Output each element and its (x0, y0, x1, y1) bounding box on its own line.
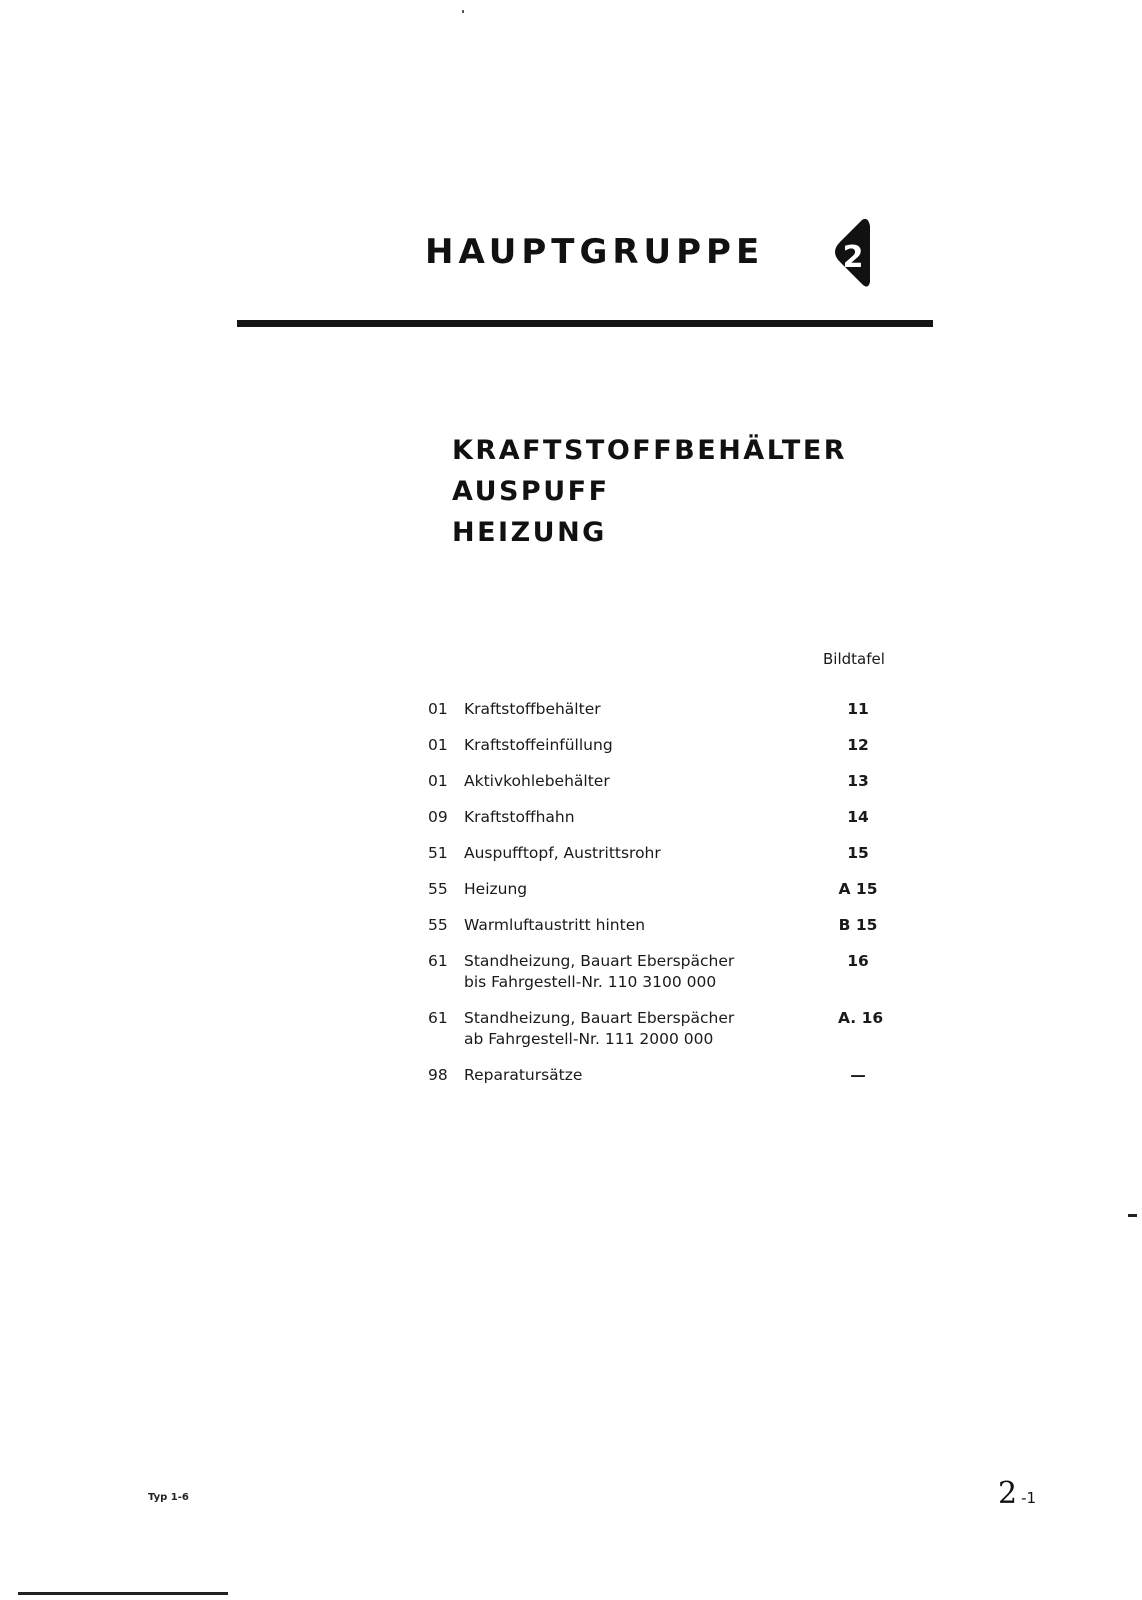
row-description-line: ab Fahrgestell-Nr. 111 2000 000 (464, 1030, 714, 1048)
row-description (464, 771, 804, 792)
group-badge-icon (826, 218, 882, 290)
row-plate: 11 (847, 700, 869, 718)
row-plate: — (850, 1066, 866, 1084)
index-row (428, 951, 888, 993)
row-code: 61 (428, 952, 448, 970)
scan-speck (462, 10, 464, 13)
row-description (464, 879, 804, 900)
index-row (428, 735, 888, 756)
page-number-main: 2 (998, 1476, 1018, 1511)
row-plate: 16 (847, 952, 869, 970)
index-row (428, 915, 888, 936)
index-list (428, 699, 888, 1101)
row-code: 98 (428, 1066, 448, 1084)
row-code: 55 (428, 880, 448, 898)
row-description (464, 843, 804, 864)
row-description (464, 951, 804, 993)
row-plate: A. 16 (838, 1009, 884, 1027)
row-description-line: Kraftstoffbehälter (464, 700, 601, 718)
row-plate: A 15 (838, 880, 878, 898)
row-description-line: Kraftstoffeinfüllung (464, 736, 613, 754)
row-plate: 13 (847, 772, 869, 790)
row-code: 01 (428, 736, 448, 754)
index-row (428, 1008, 888, 1050)
group-badge-number: 2 (842, 240, 864, 275)
index-row (428, 771, 888, 792)
row-plate: 14 (847, 808, 869, 826)
row-description-line: Kraftstoffhahn (464, 808, 575, 826)
page-number (998, 1476, 1036, 1511)
page-title: HAUPTGRUPPE (425, 232, 765, 272)
index-row (428, 807, 888, 828)
row-plate: B 15 (838, 916, 878, 934)
scan-edge-bar (18, 1592, 228, 1595)
row-description-line: Warmluftaustritt hinten (464, 916, 646, 934)
index-row (428, 699, 888, 720)
row-description-line: Reparatursätze (464, 1066, 583, 1084)
row-description-line: Heizung (464, 880, 528, 898)
row-plate: 15 (847, 844, 869, 862)
row-description (464, 1065, 804, 1086)
header-divider (237, 320, 933, 327)
subtitle-line: KRAFTSTOFFBEHÄLTER (452, 435, 848, 466)
row-code: 09 (428, 808, 448, 826)
row-description (464, 1008, 804, 1050)
index-row (428, 1065, 888, 1086)
row-code: 61 (428, 1009, 448, 1027)
row-code: 01 (428, 700, 448, 718)
edge-mark (1128, 1214, 1137, 1217)
row-plate: 12 (847, 736, 869, 754)
row-description (464, 699, 804, 720)
row-description-line: Standheizung, Bauart Eberspächer (464, 952, 735, 970)
type-label: Typ 1-6 (148, 1492, 189, 1503)
row-code: 51 (428, 844, 448, 862)
row-code: 01 (428, 772, 448, 790)
row-description-line: bis Fahrgestell-Nr. 110 3100 000 (464, 973, 717, 991)
index-row (428, 879, 888, 900)
row-code: 55 (428, 916, 448, 934)
subtitle-line: HEIZUNG (452, 517, 607, 548)
section-subtitles (452, 430, 847, 553)
page-number-suffix: -1 (1021, 1489, 1037, 1507)
row-description (464, 735, 804, 756)
row-description (464, 915, 804, 936)
bildtafel-column-header: Bildtafel (823, 650, 885, 668)
row-description (464, 807, 804, 828)
row-description-line: Aktivkohlebehälter (464, 772, 610, 790)
row-description-line: Auspufftopf, Austrittsrohr (464, 844, 661, 862)
index-row (428, 843, 888, 864)
subtitle-line: AUSPUFF (452, 476, 610, 507)
row-description-line: Standheizung, Bauart Eberspächer (464, 1009, 735, 1027)
